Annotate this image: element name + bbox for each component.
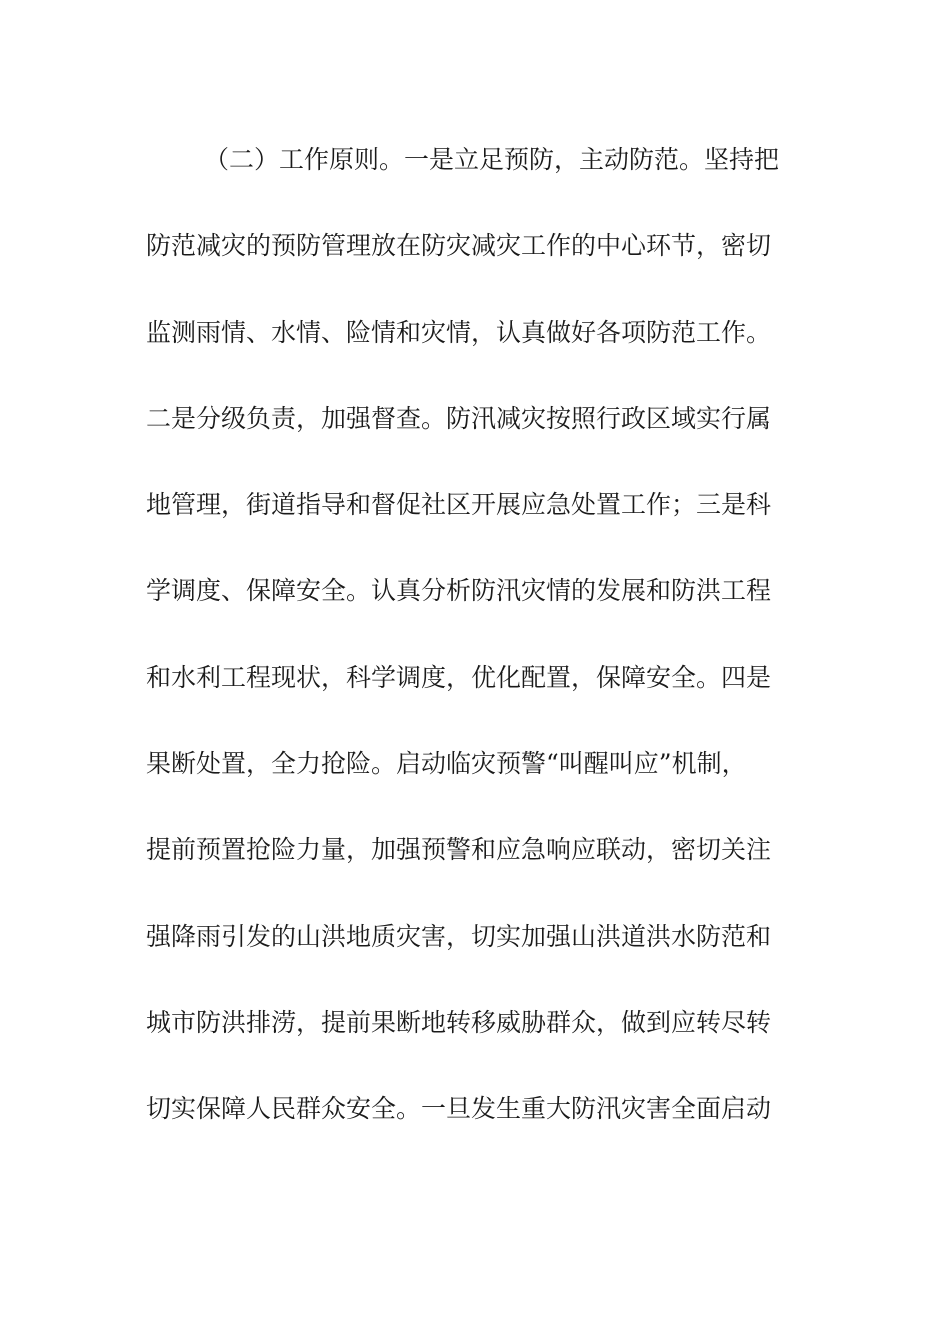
body-paragraph [146,134,806,1170]
paragraph-line: 二是分级负责，加强督查。防汛减灾按照行政区域实行属 [146,403,772,433]
paragraph-line: 监测雨情、水情、险情和灾情，认真做好各项防范工作。 [146,317,772,347]
paragraph-line: （二）工作原则。一是立足预防，主动防范。坚持把 [204,145,780,174]
paragraph-line: 和水利工程现状，科学调度，优化配置，保障安全。四是 [146,662,772,692]
paragraph-line: 提前预置抢险力量，加强预警和应急响应联动，密切关注 [146,835,772,865]
paragraph-line: 学调度、保障安全。认真分析防汛灾情的发展和防洪工程 [146,576,772,606]
paragraph-line: 果断处置，全力抢险。启动临灾预警“叫醒叫应”机制， [146,749,747,779]
paragraph-line: 切实保障人民群众安全。一旦发生重大防汛灾害全面启动 [146,1094,772,1124]
paragraph-line: 城市防洪排涝，提前果断地转移威胁群众，做到应转尽转 [146,1007,772,1037]
paragraph-line: 强降雨引发的山洪地质灾害，切实加强山洪道洪水防范和 [146,921,772,951]
paragraph-line: 地管理，街道指导和督促社区开展应急处置工作；三是科 [146,490,772,520]
paragraph-line: 防范减灾的预防管理放在防灾减灾工作的中心环节，密切 [146,231,772,261]
